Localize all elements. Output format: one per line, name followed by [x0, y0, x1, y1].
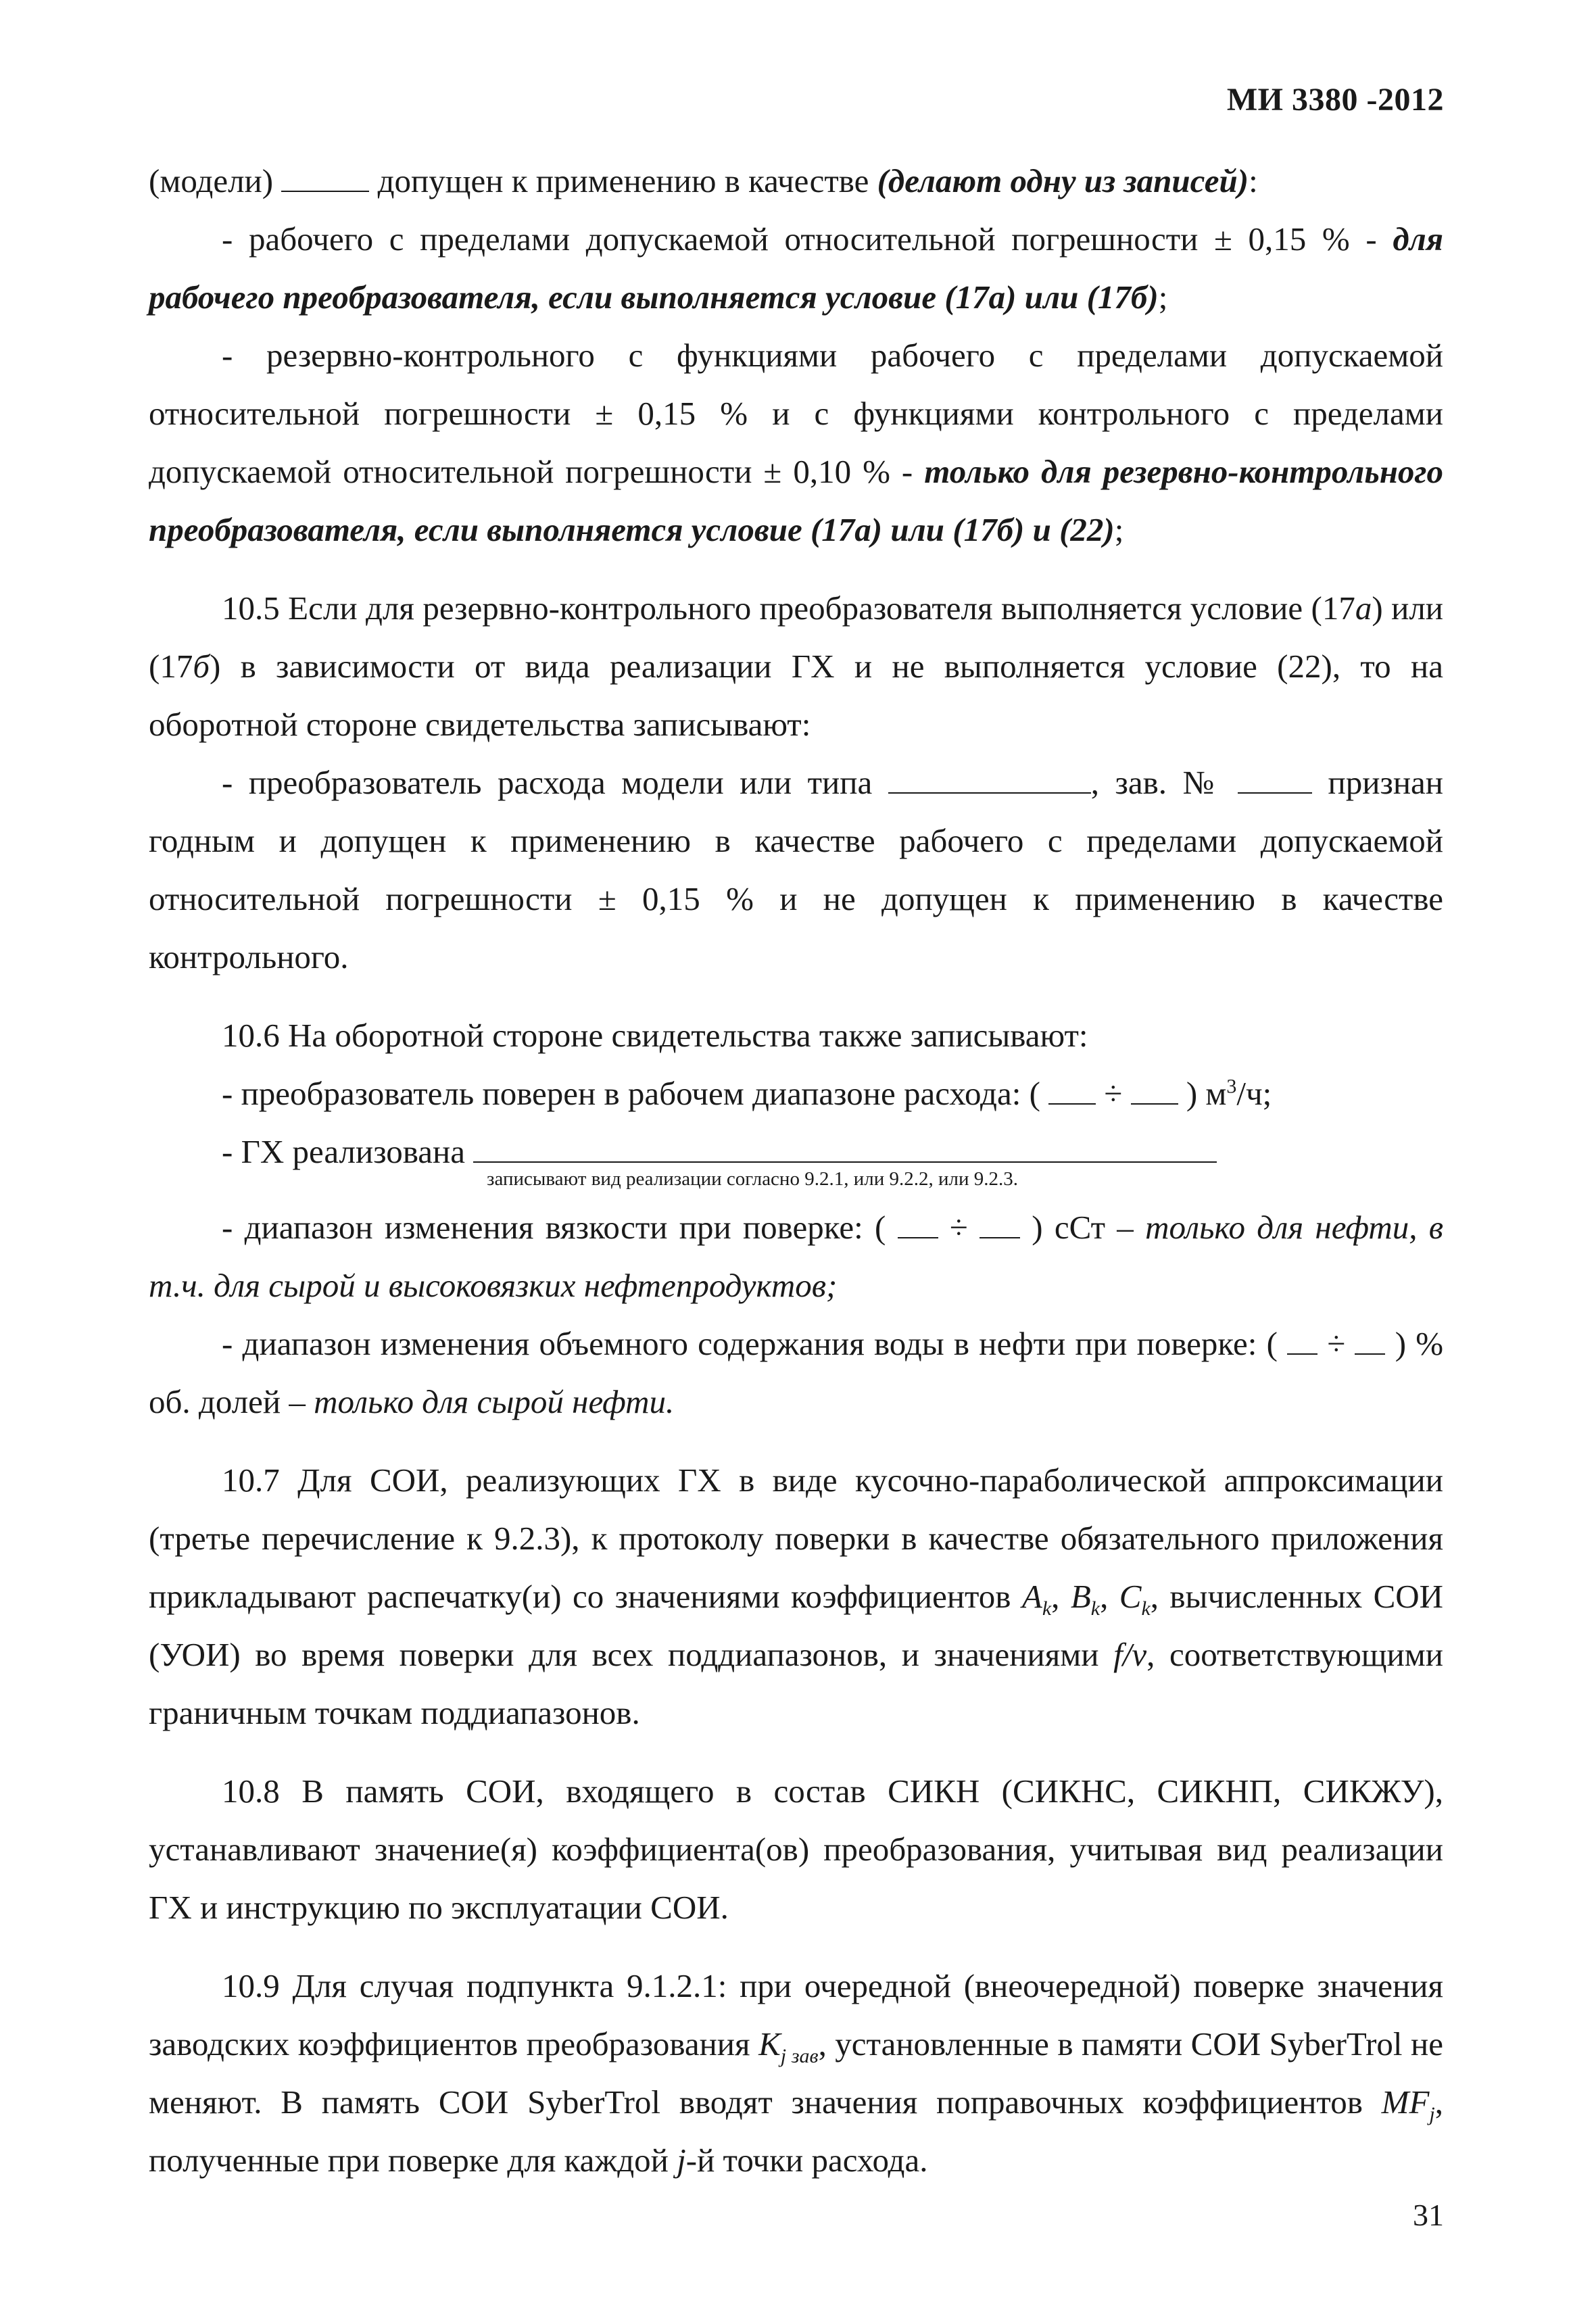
paragraph-gx: - ГХ реализована: [149, 1123, 1443, 1181]
paragraph-worker: - рабочего с пределами допускаемой относительной погрешности ± 0,15 % - для рабочего преобразователя, если выполняется условие (17а) или (17б);: [149, 220, 1444, 316]
blank-field: [1131, 1076, 1178, 1105]
blank-field: [1238, 765, 1312, 794]
document-body: [149, 152, 1443, 2190]
paragraph-10-7: 10.7 Для СОИ, реализующих ГХ в виде кусочно-параболической аппроксимации (третье перечисление к 9.2.3), к протоколу поверки в качестве обязательного приложения прикладывают распечатку(и) со значениями коэффициентов $A_k$, $B_k$, $C_k$, вычисленных СОИ (УОИ) во время поверки для всех поддиапазонов, и значениями f/v, соответствующими граничным точкам поддиапазонов.: [149, 1462, 1444, 1731]
paragraph-reserve-control: - резервно-контрольного с функциями рабочего с пределами допускаемой относительной погрешности ± 0,15 % и с функциями контрольного с пределами допускаемой относительной погрешности ± 0,10 % - только для резервно-контрольного преобразователя, если выполняется условие (17а) или (17б) и (22);: [149, 337, 1444, 548]
paragraph-converter-model: - преобразователь расхода модели или типа , зав. № признан годным и допущен к применению в качестве рабочего с пределами допускаемой относительной погрешности ± 0,15 % и не допущен к применению в качестве контрольного.: [149, 764, 1444, 975]
document-code: МИ 3380 -2012: [1226, 82, 1444, 118]
paragraph-10-9: 10.9 Для случая подпункта 9.1.2.1: при очередной (внеочередной) поверке значения заводских коэффициентов преобразования $K_{j зав}$, установленные в памяти СОИ SyberTrol не меняют. В память СОИ SyberTrol вводят значения поправочных коэффициентов $MF_j$, полученные при поверке для каждой j-й точки расхода.: [149, 1967, 1444, 2179]
blank-field: [980, 1210, 1020, 1238]
blank-field: [281, 164, 369, 192]
paragraph-models: (модели) допущен к применению в качестве (делают одну из записей):: [149, 162, 1258, 199]
page-number: 31: [1413, 2198, 1444, 2232]
blank-field: [888, 765, 1091, 794]
paragraph-viscosity: - диапазон изменения вязкости при поверке: ( ÷ ) сСт – только для нефти, в т.ч. для сырой и высоковязких нефтепродуктов;: [149, 1209, 1444, 1304]
blank-field: [473, 1134, 1217, 1163]
paragraph-range: - преобразователь поверен в рабочем диапазоне расхода: ( ÷ ) $м^3/ч$;: [222, 1075, 1272, 1112]
blank-field: [1048, 1076, 1096, 1105]
blank-field: [1355, 1326, 1385, 1355]
paragraph-10-5: 10.5 Если для резервно-контрольного преобразователя выполняется условие (17а) или (17б) в зависимости от вида реализации ГХ и не выполняется условие (22), то на оборотной стороне свидетельства записывают:: [149, 589, 1443, 743]
paragraph-water-content: - диапазон изменения объемного содержания воды в нефти при поверке: ( ÷ ) % об. долей – только для сырой нефти.: [149, 1325, 1444, 1420]
paragraph-10-6: 10.6 На оборотной стороне свидетельства также записывают:: [222, 1017, 1088, 1054]
caption-note: записывают вид реализации согласно 9.2.1, или 9.2.2, или 9.2.3.: [487, 1168, 1018, 1190]
blank-field: [1287, 1326, 1317, 1355]
paragraph-10-8: 10.8 В память СОИ, входящего в состав СИКН (СИКНС, СИКНП, СИКЖУ), устанавливают значение(я) коэффициента(ов) преобразования, учитывая вид реализации ГХ и инструкцию по эксплуатации СОИ.: [149, 1772, 1443, 1926]
blank-field: [898, 1210, 938, 1238]
